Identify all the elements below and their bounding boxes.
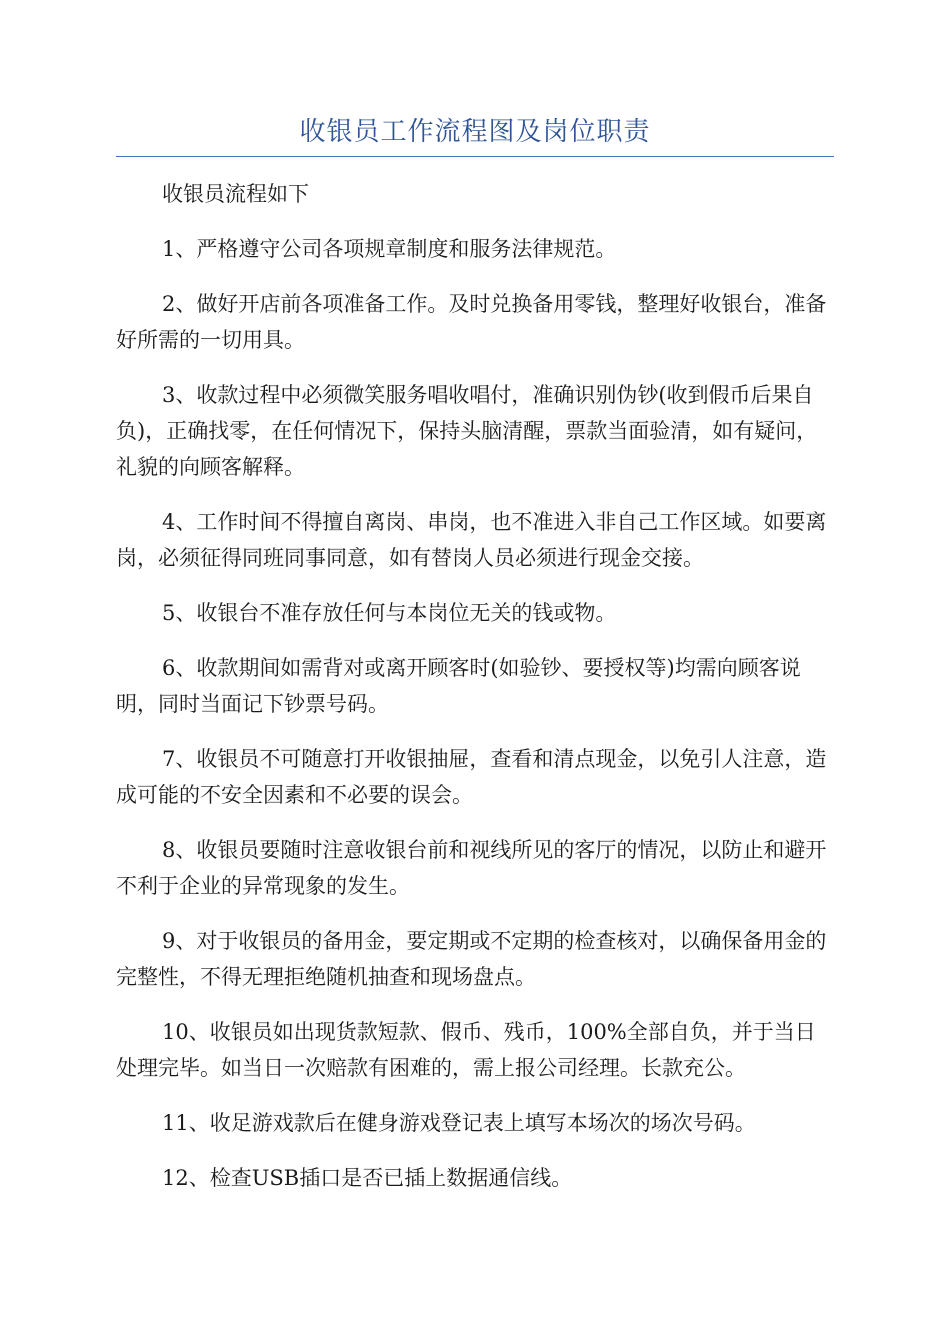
title-block [116, 112, 834, 157]
document-body [116, 176, 834, 1215]
list-item-6: 6、收款期间如需背对或离开顾客时(如验钞、要授权等)均需向顾客说明，同时当面记下钞票号码。 [116, 656, 801, 716]
list-item-4: 4、工作时间不得擅自离岗、串岗，也不准进入非自己工作区域。如要离岗，必须征得同班同事同意，如有替岗人员必须进行现金交接。 [116, 510, 827, 570]
list-item-9: 9、对于收银员的备用金，要定期或不定期的检查核对，以确保备用金的完整性，不得无理拒绝随机抽查和现场盘点。 [116, 929, 827, 989]
list-item-5: 5、收银台不准存放任何与本岗位无关的钱或物。 [162, 601, 617, 625]
list-item-11: 11、收足游戏款后在健身游戏登记表上填写本场次的场次号码。 [162, 1111, 756, 1135]
list-item-10: 10、收银员如出现货款短款、假币、残币，100%全部自负，并于当日处理完毕。如当日一次赔款有困难的，需上报公司经理。长款充公。 [116, 1020, 816, 1080]
document-title: 收银员工作流程图及岗位职责 [299, 117, 651, 147]
intro-paragraph: 收银员流程如下 [162, 182, 309, 206]
list-item-8: 8、收银员要随时注意收银台前和视线所见的客厅的情况，以防止和避开不利于企业的异常现象的发生。 [116, 838, 827, 898]
list-item-12: 12、检查USB插口是否已插上数据通信线。 [162, 1166, 573, 1190]
list-item-2: 2、做好开店前各项准备工作。及时兑换备用零钱，整理好收银台，准备好所需的一切用具。 [116, 292, 827, 352]
list-item-1: 1、严格遵守公司各项规章制度和服务法律规范。 [162, 237, 617, 261]
list-item-7: 7、收银员不可随意打开收银抽屉，查看和清点现金，以免引人注意，造成可能的不安全因素和不必要的误会。 [116, 747, 827, 807]
list-item-3: 3、收款过程中必须微笑服务唱收唱付，准确识别伪钞(收到假币后果自负)，正确找零，在任何情况下，保持头脑清醒，票款当面验清，如有疑问，礼貌的向顾客解释。 [116, 383, 818, 479]
